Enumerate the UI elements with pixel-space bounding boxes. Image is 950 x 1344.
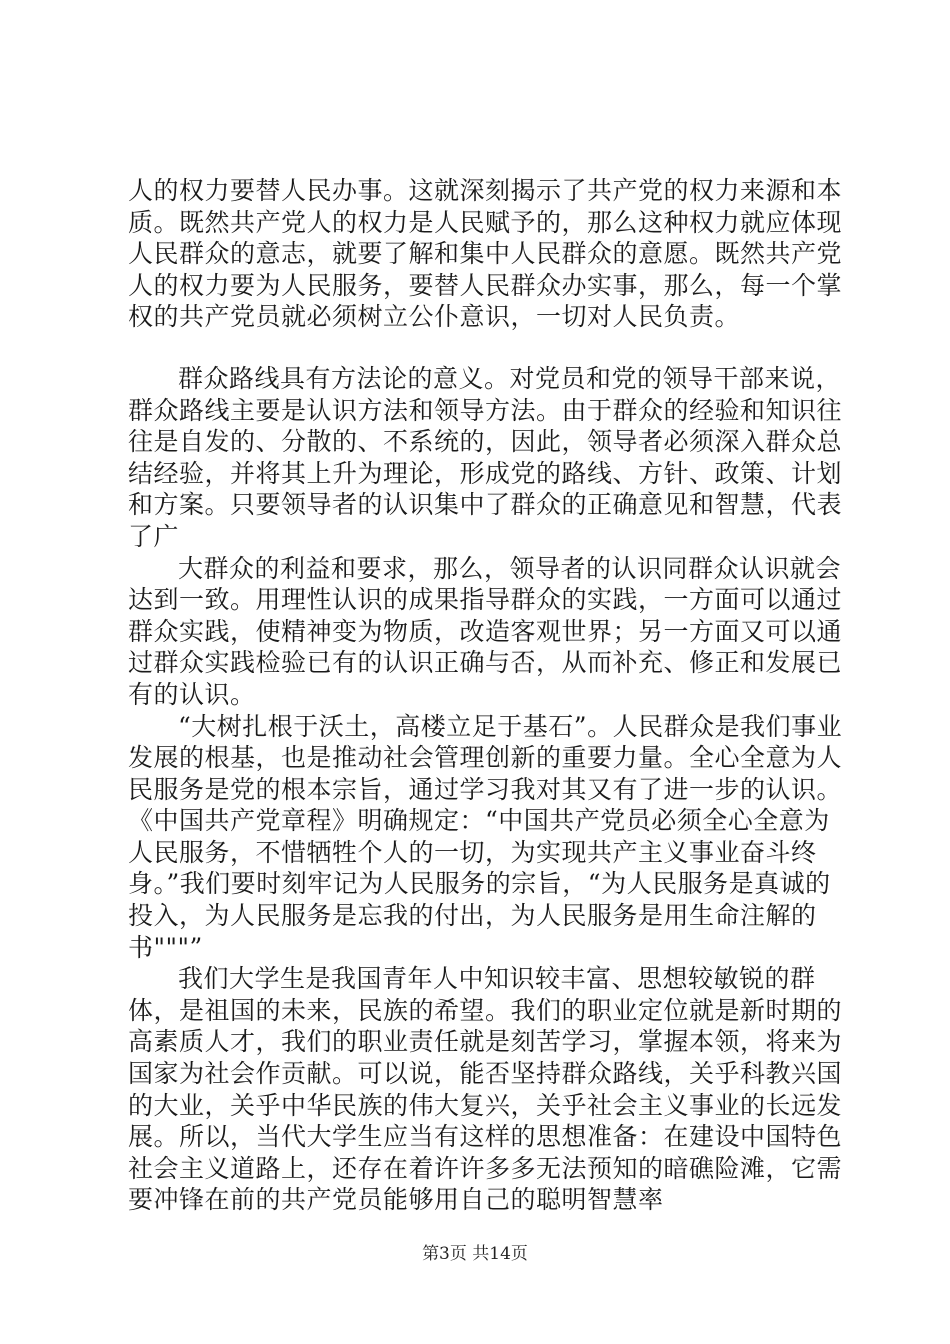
paragraph-gap	[128, 333, 848, 363]
document-body	[128, 175, 848, 1216]
paragraph-2: 群众路线具有方法论的意义。对党员和党的领导干部来说，群众路线主要是认识方法和领导方法。由于群众的经验和知识往往是自发的、分散的、不系统的，因此，领导者必须深入群众总结经验，并将其上升为理论，形成党的路线、方针、政策、计划和方案。只要领导者的认识集中了群众的正确意见和智慧，代表了广	[128, 363, 843, 551]
paragraph-3: 大群众的利益和要求，那么，领导者的认识同群众认识就会达到一致。用理性认识的成果指导群众的实践，一方面可以通过群众实践，使精神变为物质，改造客观世界；另一方面又可以通过群众实践检验已有的认识正确与否，从而补充、修正和发展已有的认识。	[128, 553, 843, 709]
paragraph-1: 人的权力要替人民办事。这就深刻揭示了共产党的权力来源和本质。既然共产党人的权力是人民赋予的，那么这种权力就应体现人民群众的意志，就要了解和集中人民群众的意愿。既然共产党人的权力要为人民服务，要替人民群众办实事，那么，每一个掌权的共产党员就必须树立公仆意识，一切对人民负责。	[128, 176, 843, 332]
paragraph-5: 我们大学生是我国青年人中知识较丰富、思想较敏锐的群体，是祖国的未来，民族的希望。我们的职业定位就是新时期的高素质人才，我们的职业责任就是刻苦学习，掌握本领，将来为国家为社会作贡献。可以说，能否坚持群众路线，关乎科教兴国的大业，关乎中华民族的伟大复兴，关乎社会主义事业的长远发展。所以，当代大学生应当有这样的思想准备：在建设中国特色社会主义道路上，还存在着许许多多无法预知的暗礁险滩，它需要冲锋在前的共产党员能够用自己的聪明智慧率	[128, 964, 843, 1215]
page-number-footer: 第3页 共14页	[422, 1244, 528, 1264]
paragraph-4: “大树扎根于沃土，高楼立足于基石”。人民群众是我们事业发展的根基，也是推动社会管理创新的重要力量。全心全意为人民服务是党的根本宗旨，通过学习我对其又有了进一步的认识。《中国共产党章程》明确规定：“中国共产党员必须全心全意为人民服务，不惜牺牲个人的一切，为实现共产主义事业奋斗终身。”我们要时刻牢记为人民服务的宗旨，“为人民服务是真诚的投入，为人民服务是忘我的付出，为人民服务是用生命注解的书"""”	[128, 711, 843, 962]
